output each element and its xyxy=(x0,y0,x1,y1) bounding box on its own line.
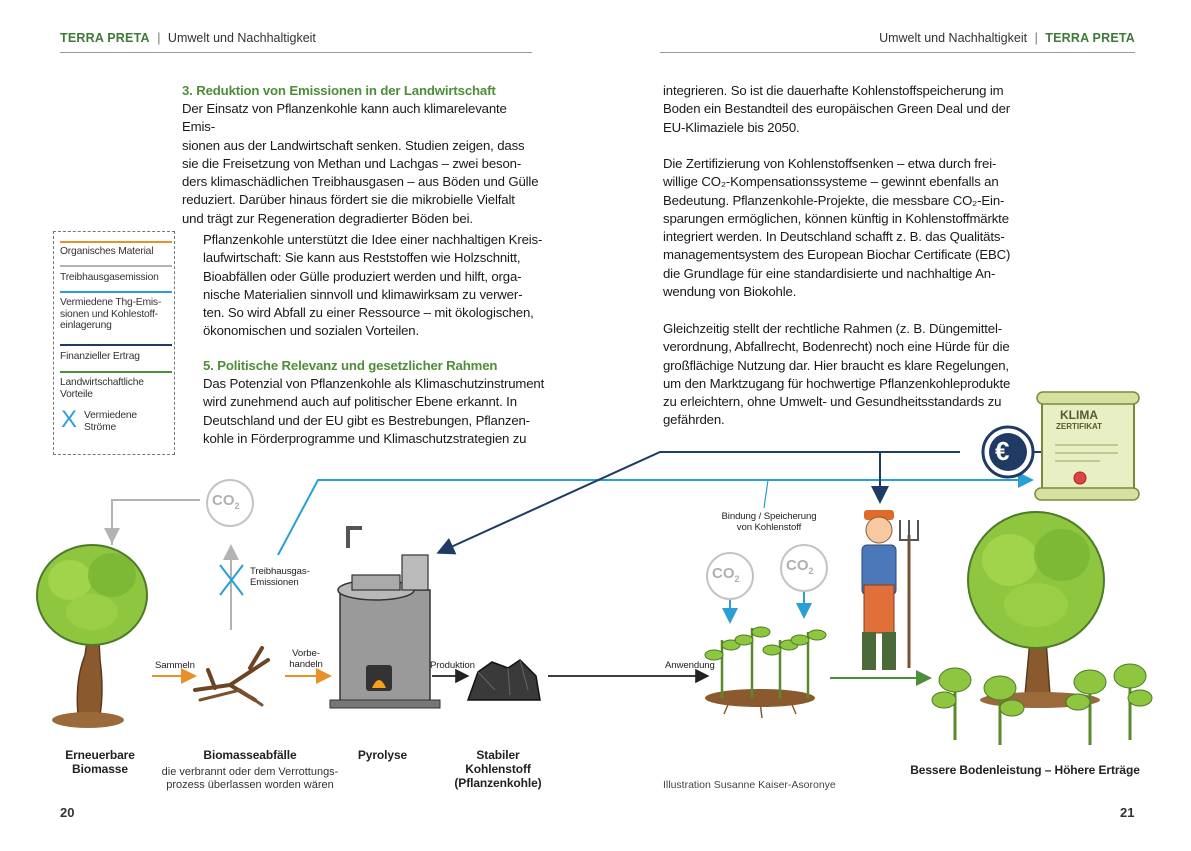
text-line: Bioabfällen oder Gülle produziert werden und hilft, orga- xyxy=(203,268,522,284)
right-header-separator: | xyxy=(1034,31,1038,45)
label-line: handeln xyxy=(289,659,323,670)
legend-financial-label: Finanzieller Ertrag xyxy=(60,351,140,362)
farmer-icon xyxy=(862,510,918,670)
label-line: Erneuerbare xyxy=(65,748,135,762)
stage-stable-carbon xyxy=(443,748,553,790)
co2-subscript: 2 xyxy=(808,566,814,576)
text-line: großflächige Nutzung dar. Hier braucht es klare Regelungen, xyxy=(663,357,1009,373)
legend-text-line: sionen und Kohlestoff- xyxy=(60,308,158,320)
text-line: ders klimaschädlichen Treibhausgasen – aus Böden und Gülle xyxy=(182,174,539,190)
co2-text: CO xyxy=(786,557,809,574)
stage-renewable-biomass xyxy=(60,748,140,776)
ghg-emission-path xyxy=(112,500,200,545)
text-line: die Grundlage für eine standardisierte und nachhaltige An- xyxy=(663,265,996,281)
co2-text: CO xyxy=(212,492,235,509)
legend-text-line: Vorteile xyxy=(60,388,93,400)
text-line: Deutschland und der EU gibt es Bestrebungen, Pflanzen- xyxy=(203,412,530,428)
text-line: Der Einsatz von Pflanzenkohle kann auch klimarelevante Emis- xyxy=(182,101,507,135)
label-ghg-emissions xyxy=(250,566,310,588)
text-line: laufwirtschaft: Sie kann aus Reststoffen wie Holzschnitt, xyxy=(203,250,521,266)
legend-ghg-label: Treibhausgasemission xyxy=(60,272,159,283)
co2-binding-label-2 xyxy=(786,557,814,576)
illustration-credit: Illustration Susanne Kaiser-Asoronye xyxy=(663,779,836,791)
right-header-brand: TERRA PRETA xyxy=(1045,31,1135,45)
co2-subscript: 2 xyxy=(234,501,240,511)
text-line: managementsystem des European Biochar Certificate (EBC) xyxy=(663,247,1011,263)
text-line: ten. So wird Abfall zu einer Ressource – mit ökologischen, xyxy=(203,305,534,321)
label-line: Treibhausgas- xyxy=(250,566,310,577)
certificate-subtitle: ZERTIFIKAT xyxy=(1056,422,1103,431)
left-header-brand: TERRA PRETA xyxy=(60,31,150,45)
text-line: kohle in Förderprogramme und Klimaschutzstrategien zu xyxy=(203,430,527,446)
label-carbon-binding xyxy=(714,511,824,533)
certificate-title: KLIMA xyxy=(1060,408,1098,422)
biomass-waste-icon xyxy=(195,648,268,705)
label-line: Emissionen xyxy=(250,577,299,588)
seedlings-icon xyxy=(705,627,826,718)
label-line: von Kohlenstoff xyxy=(736,522,802,533)
legend-organic-label: Organisches Material xyxy=(60,246,154,257)
legend-text-line: einlagerung xyxy=(60,320,112,331)
co2-binding-label-1 xyxy=(712,565,740,584)
text-line: Boden ein Bestandteil des europäischen Green Deal und der xyxy=(663,101,1011,117)
text-line: Gleichzeitig stellt der rechtliche Rahmen (z. B. Düngemittel- xyxy=(663,321,1002,336)
left-header-title: Umwelt und Nachhaltigkeit xyxy=(167,31,316,45)
text-line: Das Potenzial von Pflanzenkohle als Klimaschutzinstrument xyxy=(203,376,545,391)
text-line: nische Materialien sinnvoll und klimawirksam zu verwer- xyxy=(203,286,523,302)
text-line: Bedeutung. Pflanzenkohle-Projekte, die messbare CO₂-Ein- xyxy=(663,192,1005,208)
co2-subscript: 2 xyxy=(734,574,740,584)
right-header-title: Umwelt und Nachhaltigkeit xyxy=(879,31,1028,45)
section3-heading: 3. Reduktion von Emissionen in der Landwirtschaft xyxy=(182,83,496,98)
stage-biomass-waste-subtitle xyxy=(150,766,350,792)
text-line: sie die Freisetzung von Methan und Lachgas – zwei beson- xyxy=(182,155,522,171)
label-line: Vorbe- xyxy=(292,648,320,659)
text-line: und trägt zur Regeneration degradierter Böden bei. xyxy=(182,210,473,226)
text-line: integriert werden. In Deutschland schafft z. B. das Qualitäts- xyxy=(663,229,1005,245)
page-number-right: 21 xyxy=(1120,805,1135,820)
left-header-separator: | xyxy=(157,31,161,45)
label-collect: Sammeln xyxy=(155,660,195,671)
label-line: Biomasse xyxy=(72,762,128,776)
label-line: Bindung / Speicherung xyxy=(721,511,817,522)
label-line: Stabiler xyxy=(476,748,520,762)
label-line: Kohlenstoff xyxy=(465,762,531,776)
text-line: Die Zertifizierung von Kohlenstoffsenken – etwa durch frei- xyxy=(663,156,997,171)
page-number-left: 20 xyxy=(60,805,75,820)
label-line: die verbrannt oder dem Verrottungs- xyxy=(161,766,339,778)
renewable-tree-icon xyxy=(37,545,147,728)
legend-text-line: Ströme xyxy=(84,421,116,433)
section5-heading: 5. Politische Relevanz und gesetzlicher Rahmen xyxy=(203,358,498,373)
text-line: sparungen ermöglichen, können künftig in Kohlenstoffmärkte xyxy=(663,210,1009,226)
text-line: EU-Klimaziele bis 2050. xyxy=(663,119,800,135)
stage-pyrolysis: Pyrolyse xyxy=(357,748,408,762)
label-line: (Pflanzenkohle) xyxy=(454,776,542,790)
euro-symbol: € xyxy=(995,436,1010,466)
legend-text-line: Vermiedene xyxy=(84,410,137,421)
legend-x-icon: X xyxy=(61,406,78,433)
co2-text: CO xyxy=(712,565,735,582)
avoided-emissions-line xyxy=(278,480,1030,555)
legend-text-line: Vermiedene Thg-Emis- xyxy=(60,297,162,308)
co2-gray-label xyxy=(212,492,240,511)
text-line: gefährden. xyxy=(663,412,725,428)
label-line: prozess überlassen worden wären xyxy=(166,779,334,791)
label-pretreat xyxy=(286,648,326,670)
text-line: wird zunehmend auch auf politischer Ebene erkannt. In xyxy=(203,394,517,410)
text-line: Pflanzenkohle unterstützt die Idee einer nachhaltigen Kreis- xyxy=(203,232,543,247)
text-line: willige CO₂-Kompensationssysteme – gewinnt ebenfalls an xyxy=(663,174,999,190)
text-line: reduziert. Darüber hinaus fördert sie die mikrobielle Vielfalt xyxy=(182,192,515,208)
text-line: um den Marktzugang für hochwertige Pflanzenkohleprodukte xyxy=(663,375,1011,391)
stage-biomass-waste: Biomasseabfälle xyxy=(203,748,297,762)
text-line: verordnung, Abfallrecht, Bodenrecht) noch eine Hürde für die xyxy=(663,339,1010,355)
legend-text-line: Landwirtschaftliche xyxy=(60,377,144,388)
text-line: wendung von Biokohle. xyxy=(663,284,797,300)
text-line: sionen aus der Landwirtschaft senken. Studien zeigen, dass xyxy=(182,137,525,153)
biochar-pile-icon xyxy=(468,660,540,700)
text-line: zu erleichtern, ohne Umwelt- und Gesundheitsstandards zu xyxy=(663,394,1002,410)
text-line: ökonomischen und sozialen Vorteilen. xyxy=(203,323,419,339)
pyrolysis-reactor-icon xyxy=(330,528,440,708)
label-production: Produktion xyxy=(430,660,475,671)
label-application: Anwendung xyxy=(665,660,715,671)
binding-label-pointer xyxy=(764,480,768,508)
stage-better-soil: Bessere Bodenleistung – Höhere Erträge xyxy=(910,763,1140,777)
text-line: integrieren. So ist die dauerhafte Kohlenstoffspeicherung im xyxy=(663,83,1004,98)
